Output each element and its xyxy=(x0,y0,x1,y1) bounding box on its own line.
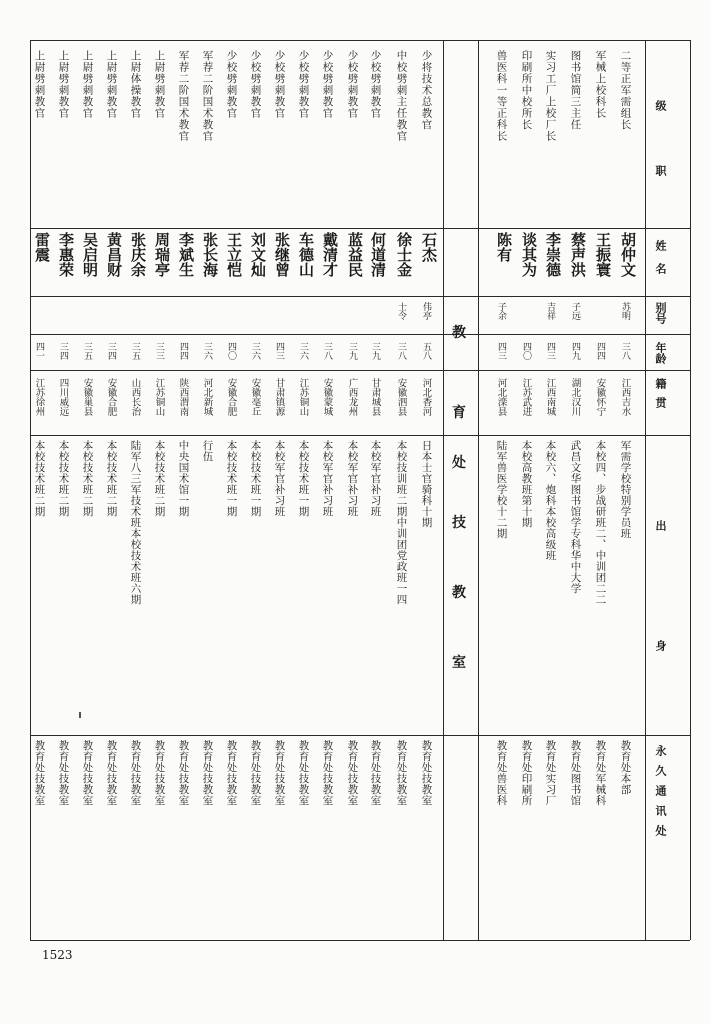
row-alias: 子余 xyxy=(496,302,506,320)
row-age: 四三 xyxy=(274,342,284,360)
row-name: 张继曾 xyxy=(273,232,291,277)
department-char: 技 xyxy=(452,515,466,531)
header-alias: 别号 xyxy=(654,302,667,324)
field-rule xyxy=(30,370,690,371)
row-native: 甘肃城县 xyxy=(369,378,381,416)
row-job: 中校劈刺主任教官 xyxy=(395,50,408,142)
row-age: 四〇 xyxy=(521,342,531,360)
header-separator xyxy=(645,40,646,940)
row-job: 上尉体操教官 xyxy=(129,50,142,119)
row-name: 胡仲文 xyxy=(619,232,637,277)
row-job: 少将技术总教官 xyxy=(420,50,433,131)
row-age: 四〇 xyxy=(226,342,236,360)
row-alias: 士令 xyxy=(396,302,406,320)
field-rule xyxy=(30,735,690,736)
row-job: 二等正军需组长 xyxy=(619,50,632,131)
header-age: 年龄 xyxy=(654,342,667,364)
row-origin: 陆军兽医学校十二期 xyxy=(495,440,508,539)
row-origin: 本校六、炮科本校高级班 xyxy=(544,440,557,561)
row-name: 张庆余 xyxy=(129,232,147,277)
row-origin: 本校技术班一期 xyxy=(297,440,310,517)
row-name: 王立恺 xyxy=(225,232,243,277)
row-origin: 日本士官骑科十期 xyxy=(420,440,433,528)
row-age: 三五 xyxy=(130,342,140,360)
row-job: 上尉劈刺教官 xyxy=(105,50,118,119)
row-origin: 本校高教班第十期 xyxy=(520,440,533,528)
header-job: 职 xyxy=(654,165,667,176)
row-native: 安徽亳丘 xyxy=(249,378,261,416)
department-char: 教 xyxy=(452,325,466,341)
row-job: 实习工厂上校厂长 xyxy=(544,50,557,142)
row-job: 军荐二阶国术教官 xyxy=(201,50,214,142)
row-native: 四川威远 xyxy=(57,378,69,416)
row-job: 上尉劈刺教官 xyxy=(81,50,94,119)
department-char: 室 xyxy=(452,655,466,671)
row-job: 图书馆简三主任 xyxy=(569,50,582,131)
row-job: 少校劈刺教官 xyxy=(249,50,262,119)
row-name: 石杰 xyxy=(420,232,438,262)
row-name: 陈有 xyxy=(495,232,513,262)
row-address: 教育处实习厂 xyxy=(544,740,557,806)
row-name: 李惠荣 xyxy=(57,232,75,277)
row-name: 徐士金 xyxy=(395,232,413,277)
row-native: 安徽合肥 xyxy=(225,378,237,416)
field-rule xyxy=(30,228,690,229)
row-job: 兽医科一等正科长 xyxy=(495,50,508,142)
header-address: 永久通讯处 xyxy=(654,745,667,845)
row-origin: 本校军官补习班 xyxy=(369,440,382,517)
row-native: 安徽泗县 xyxy=(395,378,407,416)
row-name: 刘文灿 xyxy=(249,232,267,277)
row-address: 教育处技教室 xyxy=(57,740,70,806)
row-origin: 本校技术班二期 xyxy=(57,440,70,517)
row-name: 张长海 xyxy=(201,232,219,277)
row-age: 三三 xyxy=(154,342,164,360)
department-char: 处 xyxy=(452,455,466,471)
row-name: 周瑞亭 xyxy=(153,232,171,277)
row-native: 安徽怀宁 xyxy=(594,378,606,416)
header-native: 籍贯 xyxy=(654,378,667,416)
frame-left xyxy=(30,40,31,940)
frame-bottom xyxy=(30,940,690,941)
row-alias: 苏明 xyxy=(620,302,630,320)
row-address: 教育处技教室 xyxy=(420,740,433,806)
row-job: 上尉劈刺教官 xyxy=(33,50,46,119)
header-level: 级 xyxy=(654,100,667,111)
row-native: 安徽合肥 xyxy=(105,378,117,416)
row-name: 蓝益民 xyxy=(346,232,364,277)
row-age: 三八 xyxy=(322,342,332,360)
row-address: 教育处技教室 xyxy=(33,740,46,806)
row-native: 江苏徐州 xyxy=(33,378,45,416)
row-age: 五八 xyxy=(421,342,431,360)
row-address: 教育处技教室 xyxy=(225,740,238,806)
row-alias: 吉祥 xyxy=(545,302,555,320)
row-native: 湖北汉川 xyxy=(569,378,581,416)
row-job: 少校劈刺教官 xyxy=(273,50,286,119)
row-job: 少校劈刺教官 xyxy=(225,50,238,119)
scan-speck xyxy=(79,712,81,718)
row-origin: 中央国术馆一期 xyxy=(177,440,190,517)
row-age: 三八 xyxy=(620,342,630,360)
row-origin: 本校技术班二期 xyxy=(81,440,94,517)
row-native: 甘肃镇源 xyxy=(273,378,285,416)
row-name: 黄昌财 xyxy=(105,232,123,277)
row-age: 三九 xyxy=(347,342,357,360)
row-origin: 本校技训班二期中训团党政班一四 xyxy=(395,440,408,605)
row-native: 江苏铜山 xyxy=(297,378,309,416)
row-job: 少校劈刺教官 xyxy=(346,50,359,119)
row-address: 教育处技教室 xyxy=(273,740,286,806)
department-char: 教 xyxy=(452,585,466,601)
row-job: 少校劈刺教官 xyxy=(321,50,334,119)
row-age: 三六 xyxy=(298,342,308,360)
row-address: 教育处技教室 xyxy=(153,740,166,806)
row-origin: 陆军八三军技术班本校技术班六期 xyxy=(129,440,142,605)
frame-right xyxy=(690,40,691,940)
field-rule xyxy=(30,334,690,335)
row-origin: 本校军官补习班 xyxy=(346,440,359,517)
row-age: 三四 xyxy=(58,342,68,360)
row-age: 四一 xyxy=(34,342,44,360)
row-origin: 本校技术班二期 xyxy=(33,440,46,517)
header-name: 姓名 xyxy=(654,240,667,286)
row-age: 四三 xyxy=(545,342,555,360)
header-origin-2: 身 xyxy=(654,640,667,651)
row-age: 三六 xyxy=(250,342,260,360)
row-origin: 本校技术班二期 xyxy=(105,440,118,517)
row-address: 教育处兽医科 xyxy=(495,740,508,806)
row-native: 江西南城 xyxy=(544,378,556,416)
row-address: 教育处军械科 xyxy=(594,740,607,806)
row-address: 教育处本部 xyxy=(619,740,632,795)
row-name: 王振寰 xyxy=(594,232,612,277)
row-address: 教育处技教室 xyxy=(201,740,214,806)
row-native: 安徽巢县 xyxy=(81,378,93,416)
row-age: 四四 xyxy=(178,342,188,360)
row-native: 陕西渭南 xyxy=(177,378,189,416)
row-origin: 武昌文华图书馆学专科华中大学 xyxy=(569,440,582,594)
row-name: 车德山 xyxy=(297,232,315,277)
row-address: 教育处技教室 xyxy=(346,740,359,806)
row-name: 谈其为 xyxy=(520,232,538,277)
row-origin: 本校技术班一期 xyxy=(249,440,262,517)
row-address: 教育处印刷所 xyxy=(520,740,533,806)
frame-top xyxy=(30,40,690,41)
row-name: 蔡声洪 xyxy=(569,232,587,277)
row-native: 广西龙州 xyxy=(346,378,358,416)
row-origin: 本校军官补习班 xyxy=(321,440,334,517)
field-rule xyxy=(30,435,690,436)
row-age: 四九 xyxy=(570,342,580,360)
row-native: 安徽蒙城 xyxy=(321,378,333,416)
row-name: 戴清才 xyxy=(321,232,339,277)
dept-rule-left xyxy=(443,40,444,940)
row-address: 教育处图书馆 xyxy=(569,740,582,806)
row-name: 吴启明 xyxy=(81,232,99,277)
row-address: 教育处技教室 xyxy=(177,740,190,806)
row-job: 少校劈刺教官 xyxy=(369,50,382,119)
row-job: 上尉劈刺教官 xyxy=(57,50,70,119)
row-name: 李斌生 xyxy=(177,232,195,277)
row-alias: 伟亭 xyxy=(421,302,431,320)
row-origin: 本校军官补习班 xyxy=(273,440,286,517)
row-native: 江苏武进 xyxy=(520,378,532,416)
row-age: 四三 xyxy=(496,342,506,360)
row-job: 少校劈刺教官 xyxy=(297,50,310,119)
row-age: 三九 xyxy=(370,342,380,360)
row-address: 教育处技教室 xyxy=(129,740,142,806)
row-address: 教育处技教室 xyxy=(105,740,118,806)
row-name: 雷震 xyxy=(33,232,51,262)
field-rule xyxy=(30,296,690,297)
row-native: 河北新城 xyxy=(201,378,213,416)
row-job: 军械上校科长 xyxy=(594,50,607,119)
row-job: 上尉劈刺教官 xyxy=(153,50,166,119)
row-address: 教育处技教室 xyxy=(321,740,334,806)
row-address: 教育处技教室 xyxy=(395,740,408,806)
row-address: 教育处技教室 xyxy=(249,740,262,806)
row-origin: 军需学校特别学员班 xyxy=(619,440,632,539)
row-origin: 本校技术班二期 xyxy=(153,440,166,517)
row-alias: 子远 xyxy=(570,302,580,320)
row-age: 四四 xyxy=(595,342,605,360)
row-age: 三八 xyxy=(396,342,406,360)
row-age: 三六 xyxy=(202,342,212,360)
row-address: 教育处技教室 xyxy=(81,740,94,806)
row-origin: 本校技术班一期 xyxy=(225,440,238,517)
row-job: 军荐二阶国术教官 xyxy=(177,50,190,142)
page-number: 1523 xyxy=(42,948,73,962)
row-address: 教育处技教室 xyxy=(369,740,382,806)
row-native: 江苏铜山 xyxy=(153,378,165,416)
row-job: 印刷所中校所长 xyxy=(520,50,533,131)
row-name: 李崇德 xyxy=(544,232,562,277)
row-native: 河北香河 xyxy=(420,378,432,416)
dept-rule-right xyxy=(478,40,479,940)
row-origin: 行伍 xyxy=(201,440,214,462)
row-native: 山西长治 xyxy=(129,378,141,416)
department-char: 育 xyxy=(452,405,466,421)
row-name: 何道清 xyxy=(369,232,387,277)
row-address: 教育处技教室 xyxy=(297,740,310,806)
row-age: 三五 xyxy=(82,342,92,360)
row-age: 三四 xyxy=(106,342,116,360)
row-native: 江西吉水 xyxy=(619,378,631,416)
row-native: 河北滦县 xyxy=(495,378,507,416)
row-origin: 本校四、步战研班二、中训团二二 xyxy=(594,440,607,605)
header-origin-1: 出 xyxy=(654,520,667,531)
